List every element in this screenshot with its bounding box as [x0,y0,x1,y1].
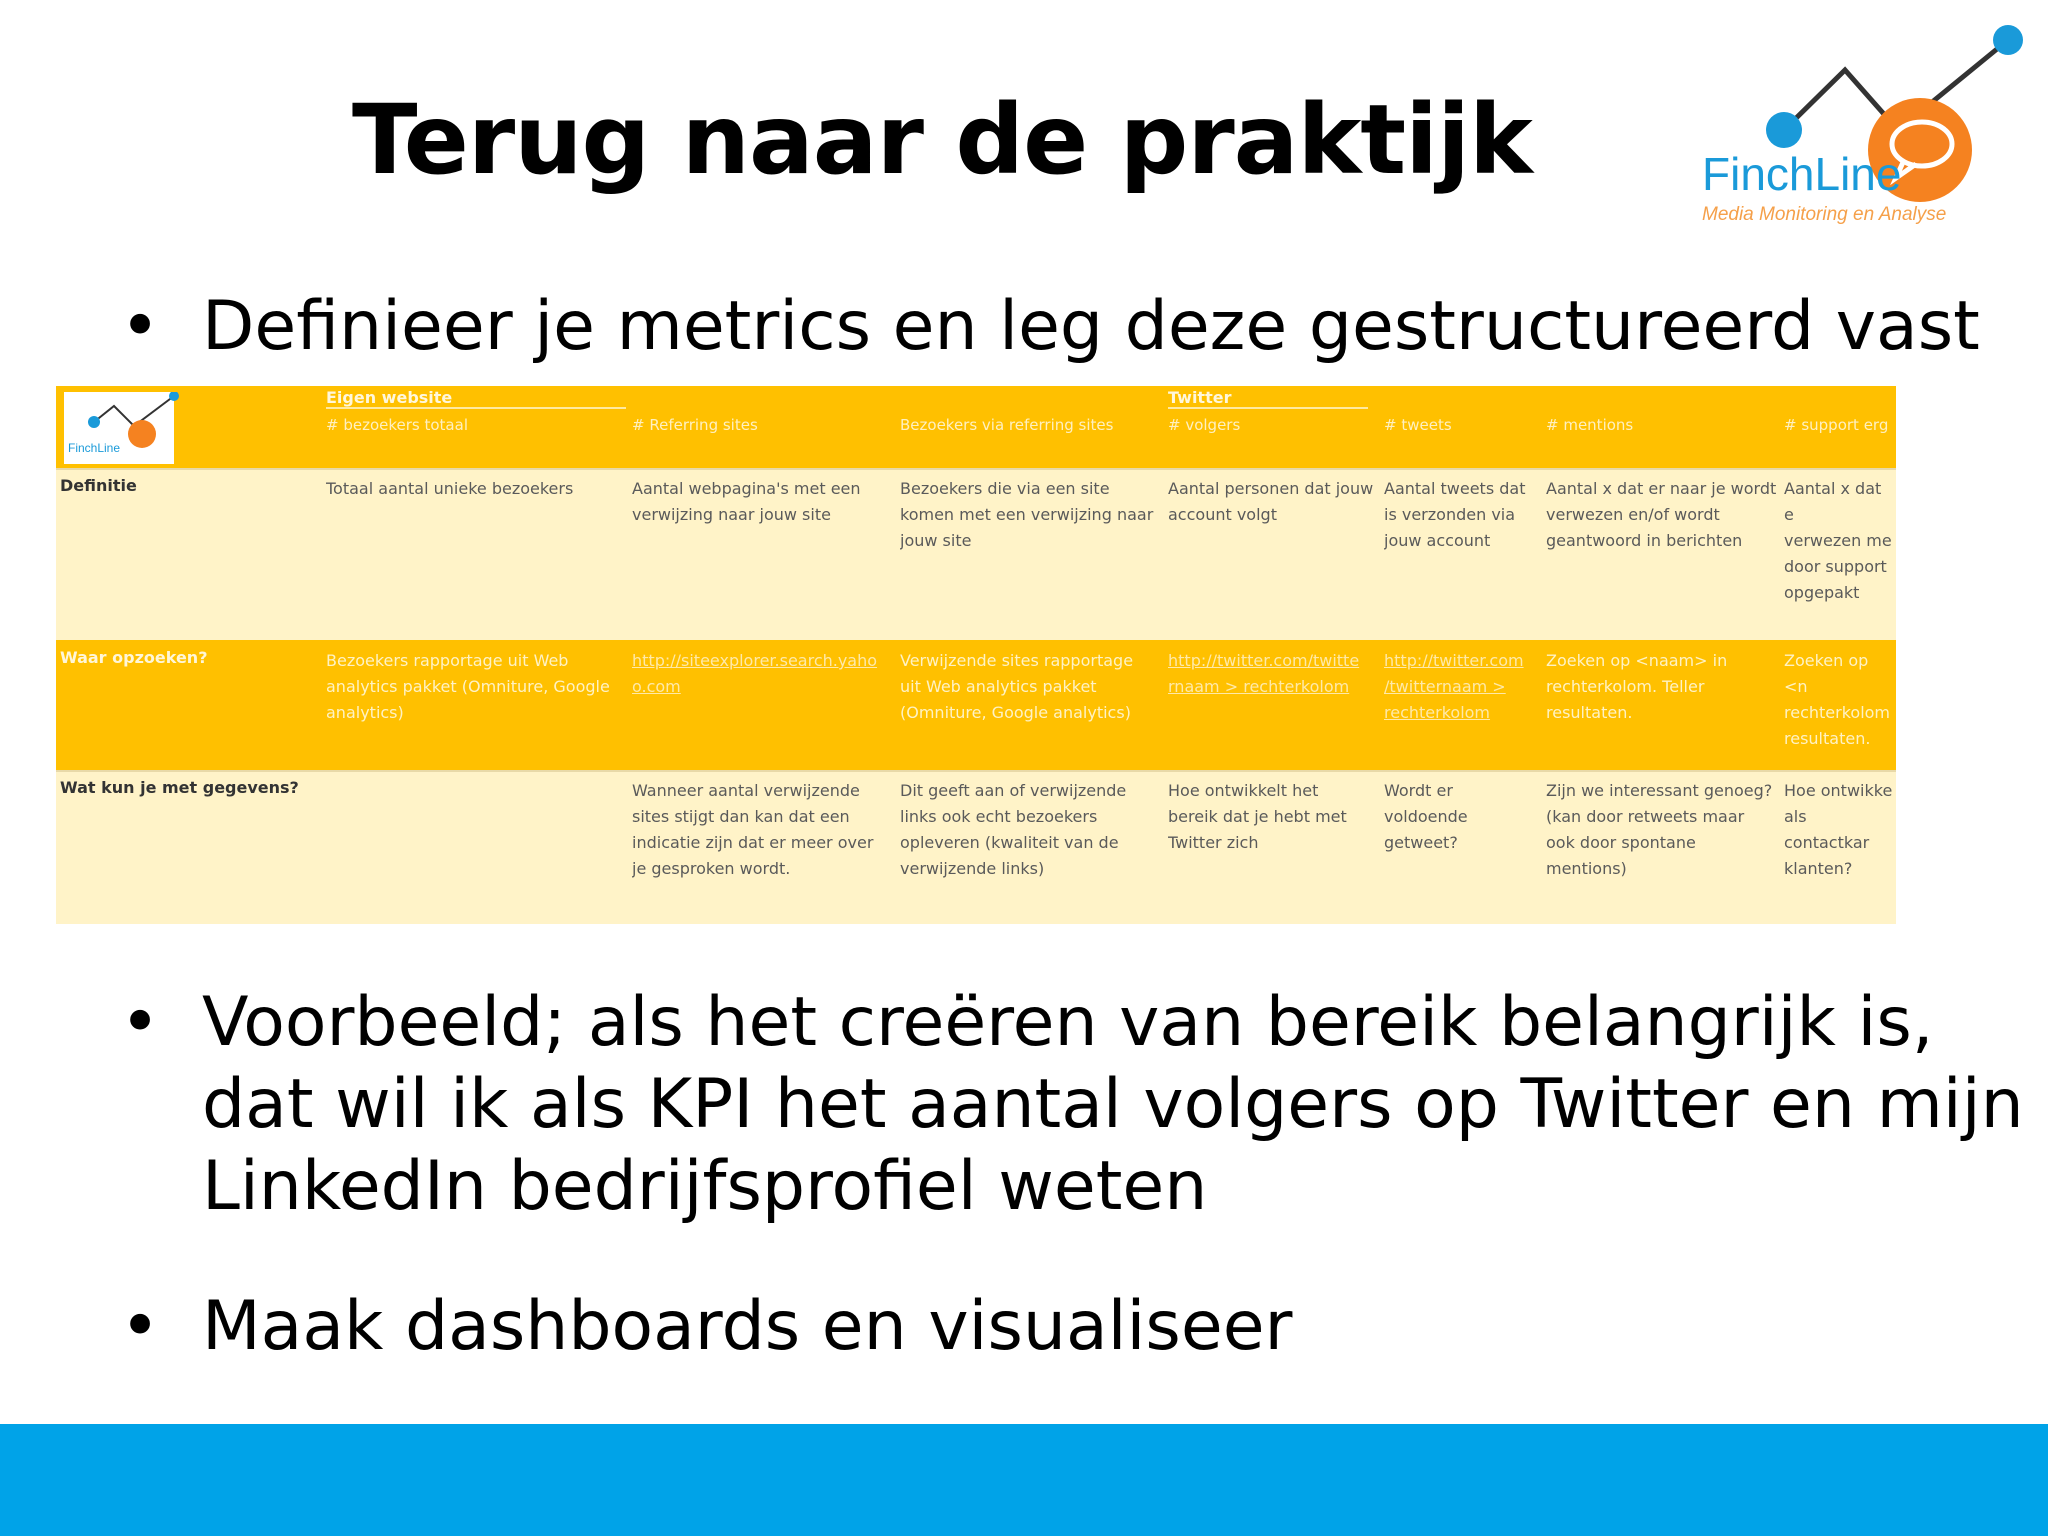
row-label-waar-opzoeken: Waar opzoeken? [60,648,208,667]
bullet-marker: • [120,983,161,1062]
table-row-wat-kun-je [56,770,1896,924]
table-cell: Aantal webpagina's met een verwijzing naar jouw site [632,479,861,524]
table-cell: Totaal aantal unieke bezoekers [326,479,574,498]
table-cell: Bezoekers rapportage uit Web analytics pakket (Omniture, Google analytics) [326,651,610,722]
mini-logo-name: FinchLine [68,441,121,455]
table-cell: Aantal personen dat jouw account volgt [1168,479,1374,524]
table-cell: Hoe ontwikkelt het bereik dat je hebt met Twitter zich [1168,781,1347,852]
row-divider [56,468,1896,470]
table-cell: Aantal x dat e verwezen me door support opgepakt [1784,479,1892,602]
logo-name: FinchLine [1702,148,1902,200]
row-label-definitie: Definitie [60,476,137,495]
col-mentions: # mentions [1546,416,1634,434]
table-cell-link[interactable]: http://twitter.com /twitternaam > rechterkolom [1384,651,1524,722]
group-eigen-website: Eigen website [326,388,626,409]
bullet-3 [120,1286,2020,1376]
col-volgers: # volgers [1168,416,1241,434]
table-cell-link[interactable]: http://twitter.com/twitte rnaam > rechterkolom [1168,651,1360,696]
logo-dot-top [1993,25,2023,55]
col-referring-sites: # Referring sites [632,416,758,434]
finchline-logo [1690,20,2048,235]
col-support: # support erg [1784,416,1889,434]
table-cell: Aantal x dat er naar je wordt verwezen en/of wordt geantwoord in berichten [1546,479,1777,550]
group-twitter: Twitter [1168,388,1368,409]
col-bezoekers-totaal: # bezoekers totaal [326,416,468,434]
bullet-2-line-1: Voorbeeld; als het creëren van bereik belangrijk is, [202,983,1934,1062]
bullet-2 [120,982,2024,1242]
bullet-3-text: Maak dashboards en visualiseer [202,1287,1293,1366]
col-tweets: # tweets [1384,416,1452,434]
row-divider [56,770,1896,772]
logo-tagline: Media Monitoring en Analyse [1702,204,1947,225]
table-cell: Aantal tweets dat is verzonden via jouw account [1384,479,1526,550]
table-cell: Wanneer aantal verwijzende sites stijgt dan kan dat een indicatie zijn dat er meer over je gesproken wordt. [632,781,874,878]
col-bezoekers-via-referring: Bezoekers via referring sites [900,416,1114,434]
bullet-2-line-2: dat wil ik als KPI het aantal volgers op Twitter en mijn [202,1065,2024,1144]
bullet-1-text: Definieer je metrics en leg deze gestructureerd vast [202,287,1980,366]
mini-finchline-logo [64,392,214,464]
table-cell: Wordt er voldoende getweet? [1384,781,1468,852]
metrics-table-image [56,386,1896,924]
table-cell: Dit geeft aan of verwijzende links ook echt bezoekers opleveren (kwaliteit van de verwijzende links) [900,781,1127,878]
table-row-waar-opzoeken [56,640,1896,770]
table-cell: Zoeken op <n rechterkolom resultaten. [1784,651,1891,748]
table-cell-link[interactable]: http://siteexplorer.search.yaho o.com [632,651,878,696]
row-label-wat-kun-je: Wat kun je met gegevens? [60,778,299,797]
table-cell: Zoeken op <naam> in rechterkolom. Teller resultaten. [1546,651,1728,722]
table-cell: Zijn we interessant genoeg? (kan door retweets maar ook door spontane mentions) [1546,781,1773,878]
table-header-row [56,386,1896,468]
bullet-1 [120,286,2020,376]
table-row-definitie [56,468,1896,640]
bullet-2-line-3: LinkedIn bedrijfsprofiel weten [202,1147,1208,1226]
logo-dot-left [1766,112,1802,148]
bullet-marker: • [120,1287,161,1366]
table-cell: Verwijzende sites rapportage uit Web analytics pakket (Omniture, Google analytics) [900,651,1134,722]
bullet-marker: • [120,287,161,366]
table-cell: Hoe ontwikke als contactkar klanten? [1784,781,1893,878]
footer-bar [0,1424,2048,1536]
slide-title: Terug naar de praktijk [352,84,1532,196]
table-cell: Bezoekers die via een site komen met een verwijzing naar jouw site [900,479,1154,550]
